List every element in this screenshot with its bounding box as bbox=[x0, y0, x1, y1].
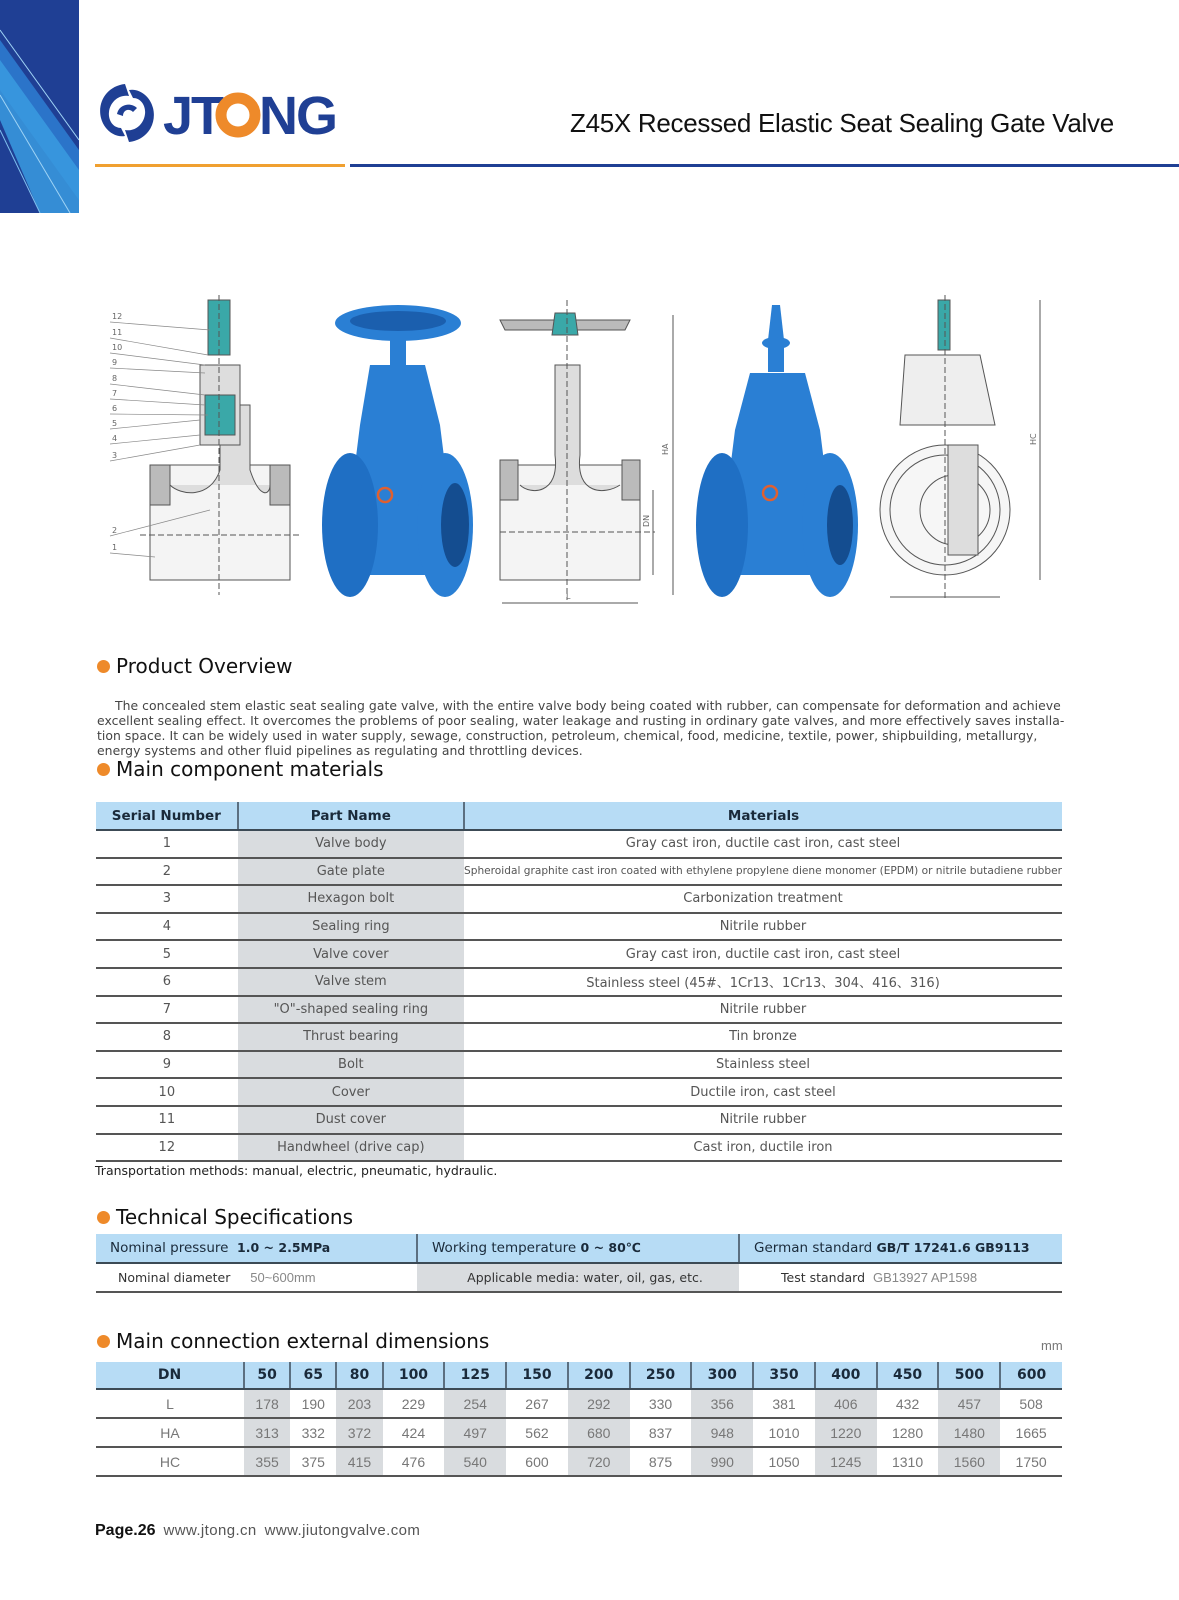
table-row bbox=[96, 885, 1062, 913]
serial-number-cell: 9 bbox=[96, 1051, 238, 1079]
dimension-value: 292 bbox=[568, 1389, 630, 1418]
dimension-value: 990 bbox=[691, 1447, 753, 1476]
table-row bbox=[96, 1389, 1062, 1418]
column-header: Part Name bbox=[238, 802, 464, 830]
table-row bbox=[96, 1234, 1062, 1263]
dimension-value: 1310 bbox=[877, 1447, 939, 1476]
dimension-value: 190 bbox=[290, 1389, 336, 1418]
row-label: HA bbox=[96, 1418, 244, 1447]
row-label: L bbox=[96, 1389, 244, 1418]
serial-number-cell: 11 bbox=[96, 1106, 238, 1134]
table-row bbox=[96, 1106, 1062, 1134]
column-header: Serial Number bbox=[96, 802, 238, 830]
dimension-value: 1750 bbox=[1000, 1447, 1062, 1476]
materials-table bbox=[96, 802, 1062, 1162]
part-name-cell: Handwheel (drive cap) bbox=[238, 1134, 464, 1162]
test-standard-cell: Test standard GB13927 AP1598 bbox=[739, 1263, 1062, 1292]
dimension-value: 1280 bbox=[877, 1418, 939, 1447]
serial-number-cell: 4 bbox=[96, 913, 238, 941]
dimension-value: 540 bbox=[444, 1447, 506, 1476]
valve-section-drawing bbox=[140, 295, 300, 595]
part-name-cell: Gate plate bbox=[238, 858, 464, 886]
material-cell: Nitrile rubber bbox=[464, 996, 1062, 1024]
serial-number-cell: 10 bbox=[96, 1078, 238, 1106]
page-number: Page.26 bbox=[95, 1522, 156, 1539]
column-header: Materials bbox=[464, 802, 1062, 830]
table-row bbox=[96, 1051, 1062, 1079]
column-header: 250 bbox=[630, 1362, 692, 1389]
dimension-value: 837 bbox=[630, 1418, 692, 1447]
dimension-value: 948 bbox=[691, 1418, 753, 1447]
svg-text:1: 1 bbox=[112, 543, 118, 552]
table-row bbox=[96, 830, 1062, 858]
valve-figures bbox=[100, 295, 1075, 615]
dimension-value: 178 bbox=[244, 1389, 290, 1418]
dimension-value: 1665 bbox=[1000, 1418, 1062, 1447]
section-heading-specs: Technical Specifications bbox=[97, 1205, 353, 1229]
dimension-value: 1220 bbox=[815, 1418, 877, 1447]
dimension-value: 203 bbox=[336, 1389, 382, 1418]
header-rule-orange bbox=[95, 164, 345, 167]
dimension-value: 381 bbox=[753, 1389, 815, 1418]
svg-text:7: 7 bbox=[112, 389, 118, 398]
dimension-value: 375 bbox=[290, 1447, 336, 1476]
dimension-value: 875 bbox=[630, 1447, 692, 1476]
column-header: 500 bbox=[938, 1362, 1000, 1389]
table-row bbox=[96, 1263, 1062, 1292]
dimension-value: 680 bbox=[568, 1418, 630, 1447]
dimensions-table bbox=[96, 1362, 1062, 1477]
row-label: HC bbox=[96, 1447, 244, 1476]
dimension-value: 372 bbox=[336, 1418, 382, 1447]
section-heading-overview: Product Overview bbox=[97, 654, 292, 678]
dimension-value: 1010 bbox=[753, 1418, 815, 1447]
page-title: Z45X Recessed Elastic Seat Sealing Gate Valve bbox=[570, 108, 1114, 138]
serial-number-cell: 5 bbox=[96, 940, 238, 968]
svg-text:JT: JT bbox=[163, 86, 223, 146]
material-cell: Tin bronze bbox=[464, 1023, 1062, 1051]
svg-text:5: 5 bbox=[112, 419, 118, 428]
section-heading-dimensions: Main connection external dimensions bbox=[97, 1329, 489, 1353]
dimension-value: 229 bbox=[383, 1389, 445, 1418]
material-cell: Nitrile rubber bbox=[464, 913, 1062, 941]
dimension-value: 600 bbox=[506, 1447, 568, 1476]
dimension-value: 457 bbox=[938, 1389, 1000, 1418]
svg-text:10: 10 bbox=[112, 343, 123, 352]
svg-text:11: 11 bbox=[112, 328, 123, 337]
column-header: 100 bbox=[383, 1362, 445, 1389]
table-row bbox=[96, 1447, 1062, 1476]
svg-text:NG: NG bbox=[259, 86, 336, 146]
material-cell: Nitrile rubber bbox=[464, 1106, 1062, 1134]
dimension-value: 1480 bbox=[938, 1418, 1000, 1447]
dimension-value: 720 bbox=[568, 1447, 630, 1476]
dimension-value: 508 bbox=[1000, 1389, 1062, 1418]
website-link[interactable]: www.jiutongvalve.com bbox=[264, 1522, 421, 1539]
german-standard-cell: German standard GB/T 17241.6 GB9113 bbox=[739, 1234, 1062, 1263]
svg-text:L: L bbox=[566, 592, 571, 601]
dimension-value: 406 bbox=[815, 1389, 877, 1418]
dimension-value: 267 bbox=[506, 1389, 568, 1418]
applicable-media-cell: Applicable media: water, oil, gas, etc. bbox=[417, 1263, 739, 1292]
part-name-cell: "O"-shaped sealing ring bbox=[238, 996, 464, 1024]
header-rule-blue bbox=[350, 164, 1179, 167]
svg-text:4: 4 bbox=[112, 434, 118, 443]
svg-text:3: 3 bbox=[112, 451, 118, 460]
svg-text:HC: HC bbox=[1029, 433, 1038, 445]
table-row bbox=[96, 913, 1062, 941]
material-cell: Gray cast iron, ductile cast iron, cast steel bbox=[464, 830, 1062, 858]
material-cell: Spheroidal graphite cast iron coated with ethylene propylene diene monomer (EPDM) or nitrile butadiene rubber bbox=[464, 858, 1062, 886]
part-name-cell: Valve stem bbox=[238, 968, 464, 996]
svg-text:9: 9 bbox=[112, 358, 118, 367]
material-cell: Carbonization treatment bbox=[464, 885, 1062, 913]
column-header: 400 bbox=[815, 1362, 877, 1389]
valve-side-drawing bbox=[880, 295, 1040, 600]
dimension-value: 424 bbox=[383, 1418, 445, 1447]
material-cell: Stainless steel bbox=[464, 1051, 1062, 1079]
table-row bbox=[96, 1418, 1062, 1447]
part-name-cell: Hexagon bolt bbox=[238, 885, 464, 913]
website-link[interactable]: www.jtong.cn bbox=[163, 1522, 257, 1539]
part-name-cell: Valve cover bbox=[238, 940, 464, 968]
column-header: 80 bbox=[336, 1362, 382, 1389]
serial-number-cell: 3 bbox=[96, 885, 238, 913]
brand-logo bbox=[95, 78, 345, 148]
column-header: 350 bbox=[753, 1362, 815, 1389]
bullet-dot-icon bbox=[97, 1335, 110, 1348]
working-temperature-cell: Working temperature 0 ~ 80℃ bbox=[417, 1234, 739, 1263]
page-footer bbox=[95, 1522, 428, 1540]
serial-number-cell: 7 bbox=[96, 996, 238, 1024]
bullet-dot-icon bbox=[97, 763, 110, 776]
column-header: 300 bbox=[691, 1362, 753, 1389]
dimension-value: 1560 bbox=[938, 1447, 1000, 1476]
part-name-cell: Bolt bbox=[238, 1051, 464, 1079]
dimension-value: 355 bbox=[244, 1447, 290, 1476]
part-name-cell: Sealing ring bbox=[238, 913, 464, 941]
dimension-value: 1050 bbox=[753, 1447, 815, 1476]
dimension-value: 1245 bbox=[815, 1447, 877, 1476]
serial-number-cell: 8 bbox=[96, 1023, 238, 1051]
dimension-value: 497 bbox=[444, 1418, 506, 1447]
dimension-value: 332 bbox=[290, 1418, 336, 1447]
material-cell: Stainless steel (45#、1Cr13、1Cr13、304、416、316) bbox=[464, 968, 1062, 996]
serial-number-cell: 1 bbox=[96, 830, 238, 858]
jtong-logo-icon bbox=[95, 78, 345, 148]
svg-text:8: 8 bbox=[112, 374, 118, 383]
part-name-cell: Dust cover bbox=[238, 1106, 464, 1134]
dimension-value: 562 bbox=[506, 1418, 568, 1447]
svg-text:HA: HA bbox=[661, 443, 670, 455]
material-cell: Gray cast iron, ductile cast iron, cast steel bbox=[464, 940, 1062, 968]
column-header: 50 bbox=[244, 1362, 290, 1389]
nominal-diameter-cell: Nominal diameter 50~600mm bbox=[96, 1263, 417, 1292]
valve-photo-handwheel bbox=[322, 305, 473, 597]
serial-number-cell: 12 bbox=[96, 1134, 238, 1162]
part-name-cell: Thrust bearing bbox=[238, 1023, 464, 1051]
svg-text:12: 12 bbox=[112, 312, 123, 321]
serial-number-cell: 2 bbox=[96, 858, 238, 886]
section-heading-materials: Main component materials bbox=[97, 757, 384, 781]
overview-text: The concealed stem elastic seat sealing gate valve, with the entire valve body being coated with rubber, can compensate for deformation and achieve excellent sealing effect. It overcomes the problems of poor sealing, water leakage and rusting in ordinary gate valves, and more effectively saves installa-tion space. It can be widely used in water supply, sewage, construction, petroleum, chemical, food, medicine, textile, power, shipbuilding, metallurgy, energy systems and other fluid pipelines as regulating and throttling devices. bbox=[97, 698, 1065, 758]
serial-number-cell: 6 bbox=[96, 968, 238, 996]
valve-section-drawing-dimensions bbox=[500, 300, 673, 603]
table-row bbox=[96, 1023, 1062, 1051]
svg-text:2: 2 bbox=[112, 526, 118, 535]
dimension-value: 313 bbox=[244, 1418, 290, 1447]
table-row bbox=[96, 968, 1062, 996]
svg-text:6: 6 bbox=[112, 404, 118, 413]
transport-note: Transportation methods: manual, electric, pneumatic, hydraulic. bbox=[95, 1163, 498, 1178]
table-row bbox=[96, 940, 1062, 968]
table-row bbox=[96, 996, 1062, 1024]
table-row bbox=[96, 1134, 1062, 1162]
part-name-cell: Cover bbox=[238, 1078, 464, 1106]
dimension-value: 330 bbox=[630, 1389, 692, 1418]
dimension-value: 476 bbox=[383, 1447, 445, 1476]
column-header: 600 bbox=[1000, 1362, 1062, 1389]
material-cell: Ductile iron, cast steel bbox=[464, 1078, 1062, 1106]
column-header: 125 bbox=[444, 1362, 506, 1389]
dimension-value: 356 bbox=[691, 1389, 753, 1418]
specs-table bbox=[96, 1234, 1062, 1293]
nominal-pressure-cell: Nominal pressure 1.0 ~ 2.5MPa bbox=[96, 1234, 417, 1263]
table-row bbox=[96, 1078, 1062, 1106]
bullet-dot-icon bbox=[97, 1211, 110, 1224]
part-name-cell: Valve body bbox=[238, 830, 464, 858]
table-row bbox=[96, 858, 1062, 886]
valve-photo-drive-cap bbox=[696, 305, 858, 597]
column-header: 200 bbox=[568, 1362, 630, 1389]
corner-decoration bbox=[0, 0, 79, 213]
column-header: 150 bbox=[506, 1362, 568, 1389]
column-header: 450 bbox=[877, 1362, 939, 1389]
dimension-value: 415 bbox=[336, 1447, 382, 1476]
material-cell: Cast iron, ductile iron bbox=[464, 1134, 1062, 1162]
unit-label: mm bbox=[1041, 1338, 1063, 1353]
column-header: DN bbox=[96, 1362, 244, 1389]
column-header: 65 bbox=[290, 1362, 336, 1389]
dimension-value: 254 bbox=[444, 1389, 506, 1418]
dimension-value: 432 bbox=[877, 1389, 939, 1418]
svg-text:DN: DN bbox=[642, 514, 651, 527]
bullet-dot-icon bbox=[97, 660, 110, 673]
